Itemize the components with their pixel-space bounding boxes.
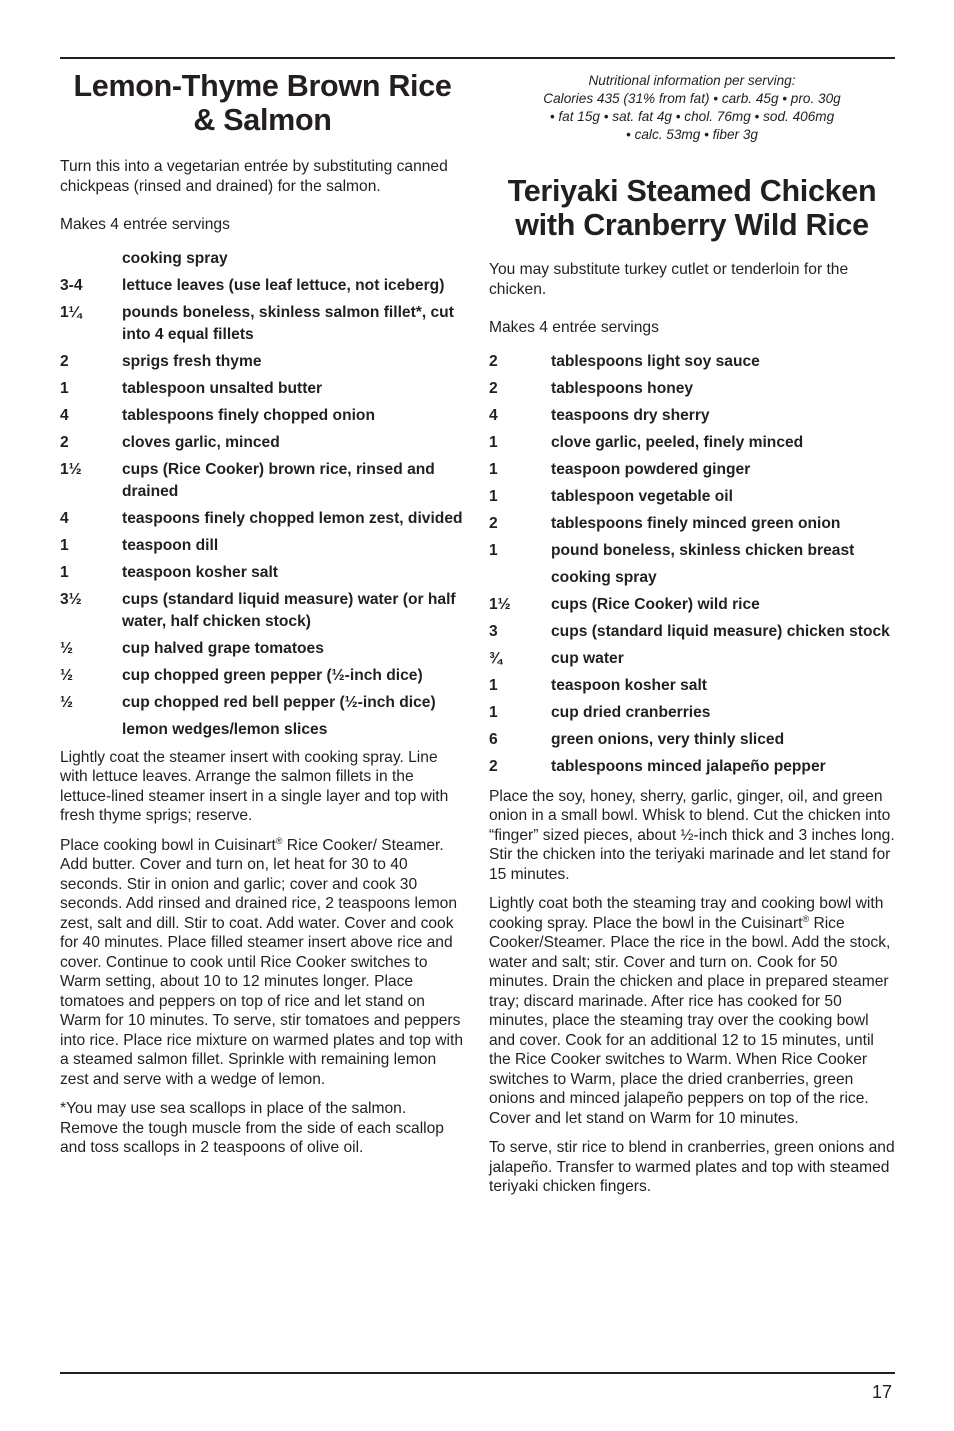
instruction-paragraph: Place the soy, honey, sherry, garlic, ginger, oil, and green onion in a small bowl. Whisk to blend. Cut the chicken into “finger” sized pieces, about ½-inch thick and 3 inches long. Stir the chicken into the teriyaki marinade and let stand for 15 minutes. <box>489 787 895 883</box>
ingredient-quantity: 1¼ <box>60 303 82 321</box>
ingredient-row <box>489 378 895 400</box>
nutrition-info <box>489 72 895 144</box>
ingredient-row <box>60 432 465 454</box>
ingredient-row <box>489 351 895 373</box>
ingredient-quantity: 1 <box>489 433 498 451</box>
ingredient-description: cooking spray <box>122 249 228 267</box>
ingredient-row <box>60 589 465 633</box>
ingredient-quantity: 2 <box>489 514 498 532</box>
ingredient-description: tablespoons minced jalapeño pepper <box>551 757 826 775</box>
ingredient-description: cloves garlic, minced <box>122 433 280 451</box>
ingredient-row <box>60 248 465 270</box>
nutrition-line: Nutritional information per serving: <box>588 73 796 88</box>
ingredient-row <box>60 535 465 557</box>
left-column <box>60 58 465 1158</box>
ingredient-row <box>60 275 465 297</box>
recipe-intro: You may substitute turkey cutlet or tenderloin for the chicken. <box>489 261 849 298</box>
ingredient-row <box>489 621 895 643</box>
ingredient-description: teaspoon dill <box>122 536 219 554</box>
ingredient-quantity: 2 <box>489 352 498 370</box>
ingredient-quantity: 4 <box>60 406 69 424</box>
ingredient-quantity: 2 <box>60 433 69 451</box>
ingredient-row <box>60 719 465 741</box>
ingredient-row <box>489 459 895 481</box>
ingredient-quantity: 1½ <box>60 460 82 478</box>
ingredient-row <box>489 756 895 778</box>
ingredient-row <box>489 729 895 751</box>
ingredient-row <box>489 540 895 562</box>
ingredient-description: teaspoons finely chopped lemon zest, divided <box>122 509 463 527</box>
ingredient-quantity: 3-4 <box>60 276 83 294</box>
ingredient-row <box>60 405 465 427</box>
ingredient-row <box>60 562 465 584</box>
ingredient-row <box>489 702 895 724</box>
ingredient-row <box>489 648 895 670</box>
ingredient-row <box>489 486 895 508</box>
ingredient-quantity: 2 <box>489 379 498 397</box>
ingredient-quantity: 3 <box>489 622 498 640</box>
bottom-rule <box>60 1372 895 1374</box>
recipe-title-lemon-thyme-salmon: Lemon-Thyme Brown Rice & Salmon <box>73 69 452 137</box>
ingredient-quantity <box>60 719 122 741</box>
footnote: *You may use sea scallops in place of the salmon. Remove the tough muscle from the side of each scallop and toss scallops in 2 teaspoons of olive oil. <box>60 1100 444 1156</box>
ingredient-description: teaspoon kosher salt <box>122 563 278 581</box>
ingredient-quantity: ¾ <box>489 649 503 667</box>
ingredient-row <box>489 405 895 427</box>
ingredient-description: cups (Rice Cooker) brown rice, rinsed and drained <box>122 460 435 500</box>
ingredient-quantity: 1 <box>489 487 498 505</box>
ingredient-quantity: 2 <box>60 352 69 370</box>
ingredient-list <box>489 351 895 778</box>
ingredient-quantity: 3½ <box>60 590 82 608</box>
ingredient-description: tablespoons finely chopped onion <box>122 406 375 424</box>
servings-text: Makes 4 entrée servings <box>489 319 659 336</box>
ingredient-quantity: 1½ <box>489 595 511 613</box>
ingredient-row <box>489 675 895 697</box>
instruction-text: Place cooking bowl in Cuisinart <box>60 836 276 854</box>
ingredient-description: tablespoons finely minced green onion <box>551 514 841 532</box>
ingredient-description: tablespoon unsalted butter <box>122 379 323 397</box>
ingredient-description: cup dried cranberries <box>551 703 711 721</box>
ingredient-description: teaspoon kosher salt <box>551 676 707 694</box>
ingredient-quantity: 1 <box>489 703 498 721</box>
ingredient-quantity: 4 <box>60 509 69 527</box>
ingredient-description: tablespoons honey <box>551 379 694 397</box>
ingredient-description: lemon wedges/lemon slices <box>122 720 328 738</box>
ingredient-row <box>60 638 465 660</box>
instruction-paragraph: To serve, stir rice to blend in cranberries, green onions and jalapeño. Transfer to warmed plates and top with steamed teriyaki chicken fingers. <box>489 1139 895 1195</box>
ingredient-quantity: 4 <box>489 406 498 424</box>
ingredient-row <box>60 378 465 400</box>
ingredient-quantity <box>489 567 551 589</box>
instruction-text: Rice Cooker/Steamer. Place the rice in the bowl. Add the stock, water and salt; stir. Cover and turn on. Cook for 50 minutes. Drain the chicken and place in prepared steamer tray; discard marinade. After rice has cooked for 50 minutes, place the steaming tray over the cooking bowl and cover. Cook for an additional 12 to 15 minutes, until the Rice Cooker switches to Warm. When Rice Cooker switches to Warm, place the dried cranberries, green onions and minced jalapeño peppers on top of the rice. Cover and let stand on Warm for 10 minutes. <box>489 914 891 1127</box>
ingredient-description: sprigs fresh thyme <box>122 352 262 370</box>
ingredient-quantity <box>60 248 122 270</box>
ingredient-description: tablespoons light soy sauce <box>551 352 760 370</box>
ingredient-row <box>60 459 465 503</box>
instruction-text: Lightly coat both the steaming tray and cooking bowl with cooking spray. Place the bowl in the Cuisinart <box>489 895 884 932</box>
ingredient-quantity: ½ <box>60 693 74 711</box>
ingredient-row <box>60 692 465 714</box>
servings-text: Makes 4 entrée servings <box>60 216 230 233</box>
ingredient-row <box>489 432 895 454</box>
instruction-paragraph <box>489 894 895 1128</box>
ingredient-quantity: ½ <box>60 639 74 657</box>
recipe-intro: Turn this into a vegetarian entrée by substituting canned chickpeas (rinsed and drained) for the salmon. <box>60 158 448 195</box>
ingredient-quantity: 1 <box>60 536 69 554</box>
ingredient-description: cup chopped red bell pepper (½-inch dice) <box>122 693 436 711</box>
page-number: 17 <box>871 1382 892 1402</box>
ingredient-row <box>489 513 895 535</box>
ingredient-quantity: 1 <box>60 563 69 581</box>
ingredient-row <box>60 665 465 687</box>
ingredient-description: teaspoon powdered ginger <box>551 460 751 478</box>
ingredient-description: cup chopped green pepper (½-inch dice) <box>122 666 423 684</box>
ingredient-row <box>60 351 465 373</box>
ingredient-description: green onions, very thinly sliced <box>551 730 785 748</box>
ingredient-row <box>489 594 895 616</box>
ingredient-list <box>60 248 465 741</box>
nutrition-line: • fat 15g • sat. fat 4g • chol. 76mg • sod. 406mg <box>549 109 835 124</box>
ingredient-row <box>60 508 465 530</box>
ingredient-description: teaspoons dry sherry <box>551 406 710 424</box>
registered-trademark-mark: ® <box>802 913 810 924</box>
ingredient-quantity: 1 <box>489 460 498 478</box>
instruction-paragraph <box>60 836 465 1090</box>
ingredient-quantity: 2 <box>489 757 498 775</box>
right-column <box>489 58 895 1197</box>
ingredient-quantity: 1 <box>489 676 498 694</box>
ingredient-description: tablespoon vegetable oil <box>551 487 733 505</box>
ingredient-description: cups (Rice Cooker) wild rice <box>551 595 760 613</box>
instruction-paragraph: Lightly coat the steamer insert with cooking spray. Line with lettuce leaves. Arrange the salmon fillets in the lettuce-lined steamer insert in a single layer and top with fresh thyme sprigs; reserve. <box>60 748 449 824</box>
ingredient-quantity: 1 <box>60 379 69 397</box>
ingredient-description: pounds boneless, skinless salmon fillet*, cut into 4 equal fillets <box>122 303 454 343</box>
recipe-title-teriyaki-chicken: Teriyaki Steamed Chicken with Cranberry Wild Rice <box>507 174 877 242</box>
ingredient-quantity: ½ <box>60 666 74 684</box>
ingredient-description: cup halved grape tomatoes <box>122 639 324 657</box>
registered-trademark-mark: ® <box>275 835 283 846</box>
ingredient-description: cups (standard liquid measure) chicken stock <box>551 622 890 640</box>
ingredient-description: cooking spray <box>551 568 657 586</box>
ingredient-description: clove garlic, peeled, finely minced <box>551 433 804 451</box>
nutrition-line: Calories 435 (31% from fat) • carb. 45g • pro. 30g <box>543 91 841 106</box>
ingredient-row <box>489 567 895 589</box>
instruction-text: Rice Cooker/ Steamer. Add butter. Cover and turn on, let heat for 30 to 40 seconds. Stir in onion and garlic; cover and cook 30 seconds. Add rinsed and drained rice, 2 teaspoons lemon zest, salt and dill. Stir to coat. Add water. Cover and cook for 40 minutes. Place filled steamer insert above rice and cover. Continue to cook until Rice Cooker switches to Warm setting, about 10 to 12 minutes longer. Place tomatoes and peppers on top of rice and let stand on Warm for 10 minutes. To serve, stir tomatoes and peppers into rice. Place rice mixture on warmed plates and top with a steamed salmon fillet. Sprinkle with remaining lemon zest and serve with a wedge of lemon. <box>60 836 464 1088</box>
ingredient-quantity: 1 <box>489 541 498 559</box>
ingredient-row <box>60 302 465 346</box>
nutrition-line: • calc. 53mg • fiber 3g <box>626 127 758 142</box>
ingredient-description: cup water <box>551 649 624 667</box>
ingredient-description: pound boneless, skinless chicken breast <box>551 541 855 559</box>
ingredient-description: lettuce leaves (use leaf lettuce, not iceberg) <box>122 276 445 294</box>
ingredient-description: cups (standard liquid measure) water (or half water, half chicken stock) <box>122 590 456 630</box>
ingredient-quantity: 6 <box>489 730 498 748</box>
